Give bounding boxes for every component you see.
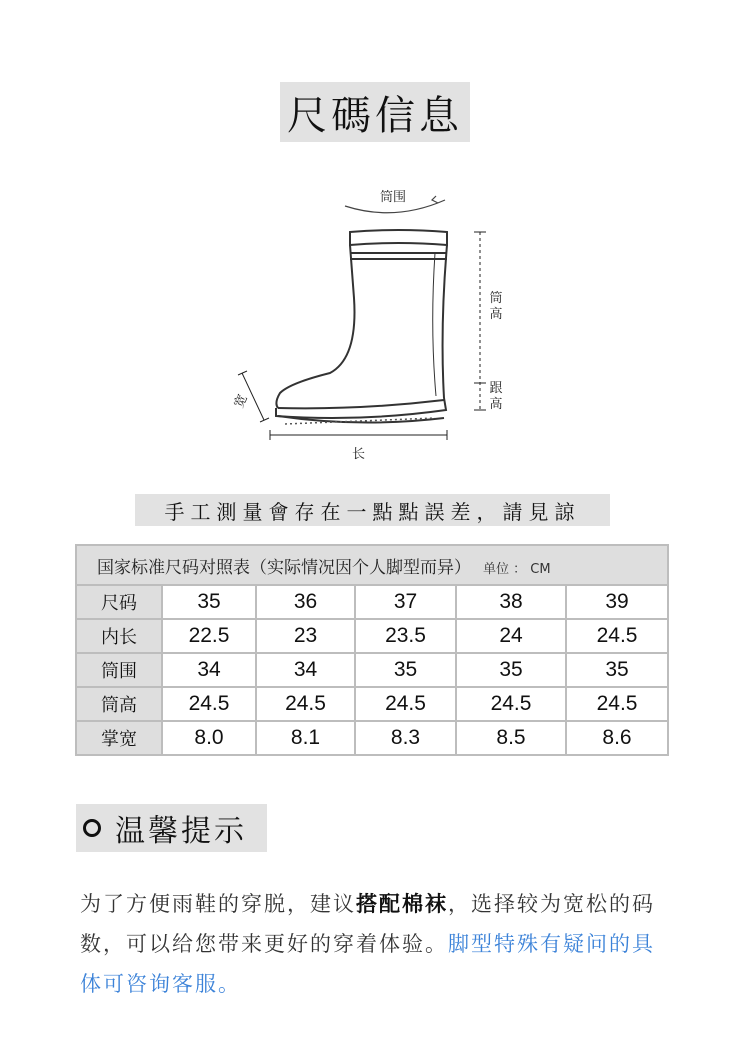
table-caption-row	[76, 545, 668, 585]
label-shaft-height: 筒高	[489, 291, 503, 322]
table-row	[76, 619, 668, 653]
tips-text-highlight: 脚型特殊有疑问的具体可咨询客服。	[80, 932, 655, 996]
table-cell: 35	[566, 653, 668, 687]
table-cell: 35	[456, 653, 566, 687]
table-cell: 8.1	[256, 721, 355, 755]
row-label: 内长	[76, 619, 162, 653]
table-cell: 8.5	[456, 721, 566, 755]
boot-outline	[276, 230, 447, 423]
boot-illustration	[200, 178, 560, 468]
table-unit: 单位 ： CM	[483, 561, 551, 577]
row-label: 尺码	[76, 585, 162, 619]
height-measure-line	[474, 232, 486, 410]
size-info-title-box	[280, 82, 470, 142]
table-cell: 35	[355, 653, 456, 687]
table-cell: 8.6	[566, 721, 668, 755]
tips-text-part1: 为了方便雨鞋的穿脱，建议	[80, 892, 356, 916]
table-row	[76, 585, 668, 619]
table-cell: 39	[566, 585, 668, 619]
table-cell: 8.3	[355, 721, 456, 755]
tips-paragraph	[80, 884, 670, 1004]
length-measure-line	[270, 430, 447, 440]
row-label: 筒围	[76, 653, 162, 687]
tips-title: 温馨提示	[115, 814, 247, 849]
table-caption	[76, 545, 668, 585]
table-cell: 38	[456, 585, 566, 619]
page-title: 尺碼信息	[287, 92, 463, 139]
label-heel-height: 跟高	[489, 381, 503, 412]
table-cell: 22.5	[162, 619, 256, 653]
table-cell: 24.5	[162, 687, 256, 721]
size-chart-table	[75, 544, 669, 756]
table-cell: 24.5	[355, 687, 456, 721]
table-cell: 36	[256, 585, 355, 619]
tips-text-part2: ，选择较为宽松的码数，可以给您带来更好的穿着体验。	[80, 892, 655, 956]
table-cell: 34	[256, 653, 355, 687]
table-cell: 24.5	[456, 687, 566, 721]
table-cell: 8.0	[162, 721, 256, 755]
label-length: 长	[352, 447, 366, 462]
table-row	[76, 687, 668, 721]
table-cell: 35	[162, 585, 256, 619]
table-cell: 37	[355, 585, 456, 619]
label-width: 宽	[231, 392, 251, 411]
table-row	[76, 721, 668, 755]
table-cell: 24.5	[256, 687, 355, 721]
table-cell: 34	[162, 653, 256, 687]
table-caption-text: 国家标准尺码对照表（实际情况因个人脚型而异）	[97, 557, 471, 578]
circle-bullet-icon	[83, 819, 101, 837]
boot-measurement-diagram	[200, 178, 560, 468]
circumference-arrow-head	[432, 196, 438, 203]
table-cell: 24.5	[566, 687, 668, 721]
table-row	[76, 653, 668, 687]
measurement-error-note	[135, 494, 610, 526]
table-cell: 24.5	[566, 619, 668, 653]
row-label: 掌宽	[76, 721, 162, 755]
row-label: 筒高	[76, 687, 162, 721]
table-cell: 23	[256, 619, 355, 653]
tips-heading-box	[76, 804, 267, 852]
note-text: 手工測量會存在一點點誤差，請見諒	[164, 499, 581, 524]
label-circumference: 筒围	[380, 190, 407, 205]
table-cell: 24	[456, 619, 566, 653]
table-cell: 23.5	[355, 619, 456, 653]
tips-text-bold: 搭配棉袜	[356, 892, 448, 916]
